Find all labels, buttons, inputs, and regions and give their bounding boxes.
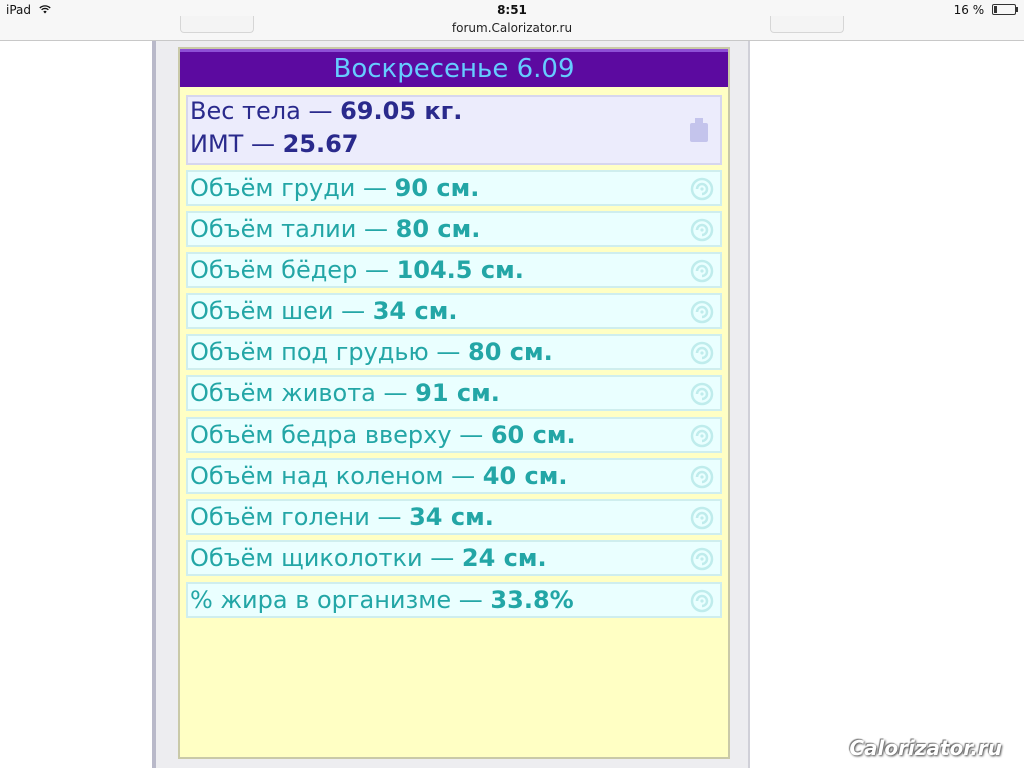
measurement-row-upper-thigh[interactable] [186, 417, 722, 453]
measurement-label: Объём голени — [190, 503, 410, 531]
measurement-value: 33.8% [490, 586, 574, 614]
measurement-label: Объём бёдер — [190, 256, 397, 284]
measurement-row-neck[interactable] [186, 293, 722, 329]
weight-label: Вес тела — [190, 97, 341, 125]
measurement-label: Объём щиколотки — [190, 544, 462, 572]
measurement-value: 24 см. [461, 544, 547, 572]
tape-measure-icon [690, 177, 714, 201]
bmi-value: 25.67 [282, 130, 359, 158]
measurement-row-above-knee[interactable] [186, 458, 722, 494]
measurement-value: 34 см. [409, 503, 494, 531]
status-right [954, 3, 1016, 17]
measurement-label: Объём талии — [190, 215, 396, 243]
tape-measure-icon [690, 506, 714, 530]
tape-measure-icon [690, 300, 714, 324]
measurement-row-calf[interactable] [186, 499, 722, 535]
measurement-value: 60 см. [490, 421, 576, 449]
measurement-value: 40 см. [482, 462, 568, 490]
tape-measure-icon [690, 424, 714, 448]
measurement-text [190, 584, 574, 616]
measurement-text [190, 295, 457, 327]
measurement-text [190, 501, 494, 533]
measurement-value: 91 см. [415, 379, 500, 407]
status-time: 8:51 [497, 3, 527, 17]
battery-icon [992, 4, 1016, 15]
weight-box[interactable] [186, 95, 722, 165]
tape-measure-icon [690, 589, 714, 613]
day-header: Воскресенье 6.09 [180, 49, 728, 87]
measurement-text [190, 172, 479, 204]
measurement-label: % жира в организме — [190, 586, 491, 614]
measurement-text [190, 213, 480, 245]
diary-card [178, 47, 730, 759]
address-bar[interactable] [0, 20, 1024, 41]
measurement-label: Объём груди — [190, 174, 395, 202]
tape-measure-icon [690, 218, 714, 242]
measurement-value: 90 см. [394, 174, 480, 202]
status-bar [0, 0, 1024, 20]
bmi-label: ИМТ — [190, 130, 283, 158]
weight-line [190, 97, 462, 125]
tape-measure-icon [690, 341, 714, 365]
weight-value: 69.05 кг. [340, 97, 463, 125]
measurement-text [190, 419, 576, 451]
tape-measure-icon [690, 259, 714, 283]
device-name: iPad [6, 3, 32, 17]
site-watermark: Calorizator.ru [849, 736, 1002, 760]
battery-percent: 16 % [953, 3, 985, 17]
right-rail [748, 41, 750, 768]
measurement-text [190, 254, 524, 286]
bmi-line [190, 130, 359, 158]
measurement-label: Объём бедра вверху — [190, 421, 491, 449]
measurement-text [190, 336, 553, 368]
measurement-row-hips[interactable] [186, 252, 722, 288]
web-page [0, 41, 1024, 768]
measurement-row-waist[interactable] [186, 211, 722, 247]
tape-measure-icon [690, 465, 714, 489]
measurement-row-chest[interactable] [186, 170, 722, 206]
measurement-value: 34 см. [372, 297, 458, 325]
scale-icon [688, 117, 710, 143]
measurement-row-body-fat[interactable] [186, 582, 722, 618]
measurement-text [190, 377, 500, 409]
measurement-label: Объём над коленом — [190, 462, 483, 490]
measurement-value: 104.5 см. [396, 256, 524, 284]
battery-fill [994, 6, 997, 13]
measurement-label: Объём под грудью — [190, 338, 468, 366]
tape-measure-icon [690, 382, 714, 406]
measurement-row-underbust[interactable] [186, 334, 722, 370]
tape-measure-icon [690, 547, 714, 571]
measurement-value: 80 см. [395, 215, 481, 243]
measurement-text [190, 460, 568, 492]
measurement-text [190, 542, 547, 574]
measurement-label: Объём шеи — [190, 297, 373, 325]
measurement-row-ankle[interactable] [186, 540, 722, 576]
measurement-row-belly[interactable] [186, 375, 722, 411]
url-text[interactable]: forum.Calorizator.ru [451, 21, 573, 35]
measurement-value: 80 см. [468, 338, 553, 366]
measurement-label: Объём живота — [190, 379, 416, 407]
